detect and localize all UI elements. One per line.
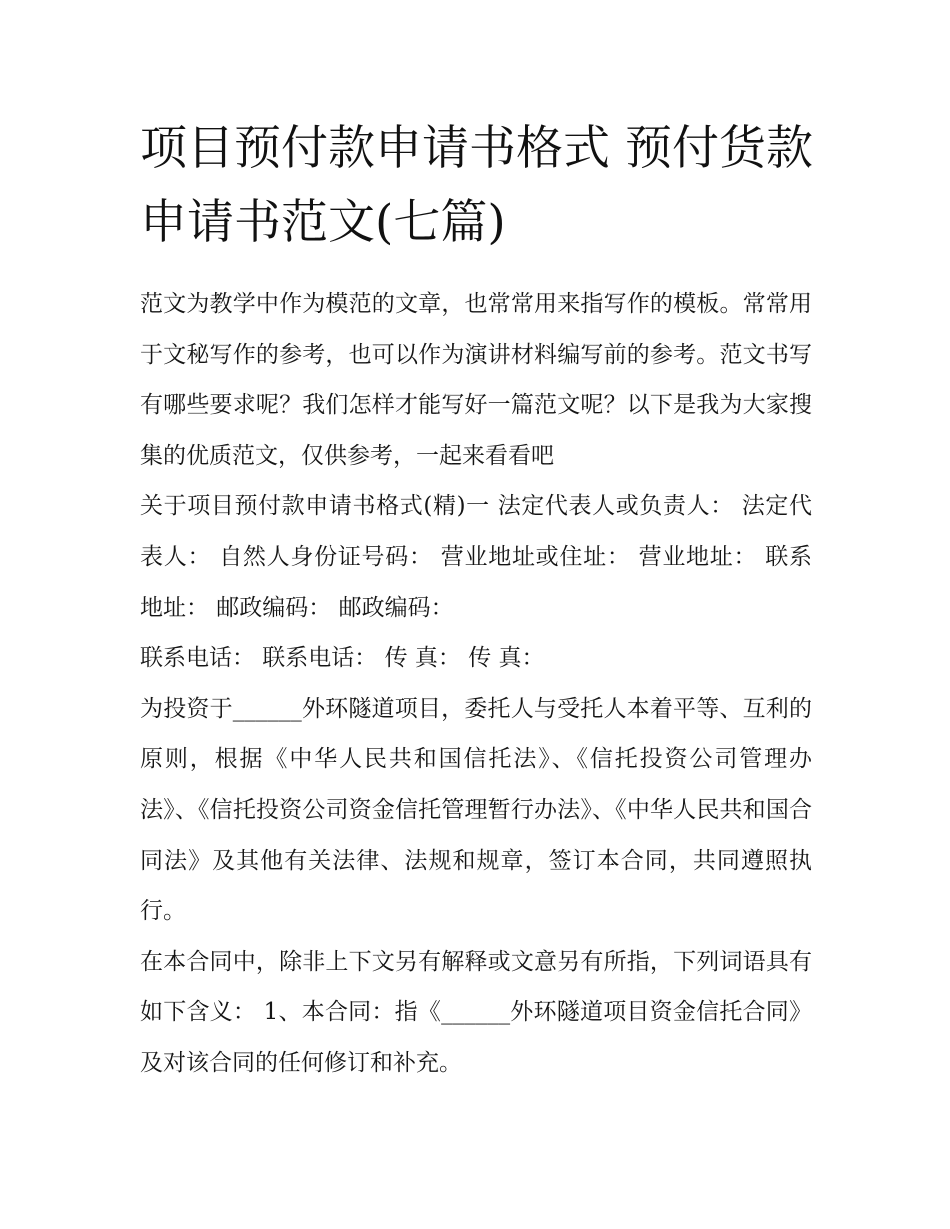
document-body [140, 279, 812, 1089]
party-info-paragraph: 关于项目预付款申请书格式(精)一 法定代表人或负责人： 法定代表人： 自然人身份证号码： 营业地址或住址： 营业地址： 联系地址： 邮政编码： 邮政编码： [140, 493, 812, 621]
document-title: 项目预付款申请书格式 预付货款申请书范文(七篇) [140, 121, 813, 250]
definitions-paragraph: 在本合同中，除非上下文另有解释或文意另有所指，下列词语具有如下含义： 1、本合同：指《______外环隧道项目资金信托合同》及对该合同的任何修订和补充。 [140, 948, 812, 1076]
preamble-paragraph: 为投资于______外环隧道项目，委托人与受托人本着平等、互利的原则，根据《中华人民共和国信托法》、《信托投资公司管理办法》、《信托投资公司资金信托管理暂行办法》、《中华人民共和国合同法》及其他有关法律、法规和规章，签订本合同，共同遵照执行。 [140, 695, 812, 925]
intro-paragraph: 范文为教学中作为模范的文章，也常常用来指写作的模板。常常用于文秘写作的参考，也可以作为演讲材料编写前的参考。范文书写有哪些要求呢？我们怎样才能写好一篇范文呢？以下是我为大家搜集的优质范文，仅供参考，一起来看看吧 [140, 291, 812, 469]
contact-paragraph: 联系电话： 联系电话： 传 真： 传 真： [140, 645, 545, 672]
